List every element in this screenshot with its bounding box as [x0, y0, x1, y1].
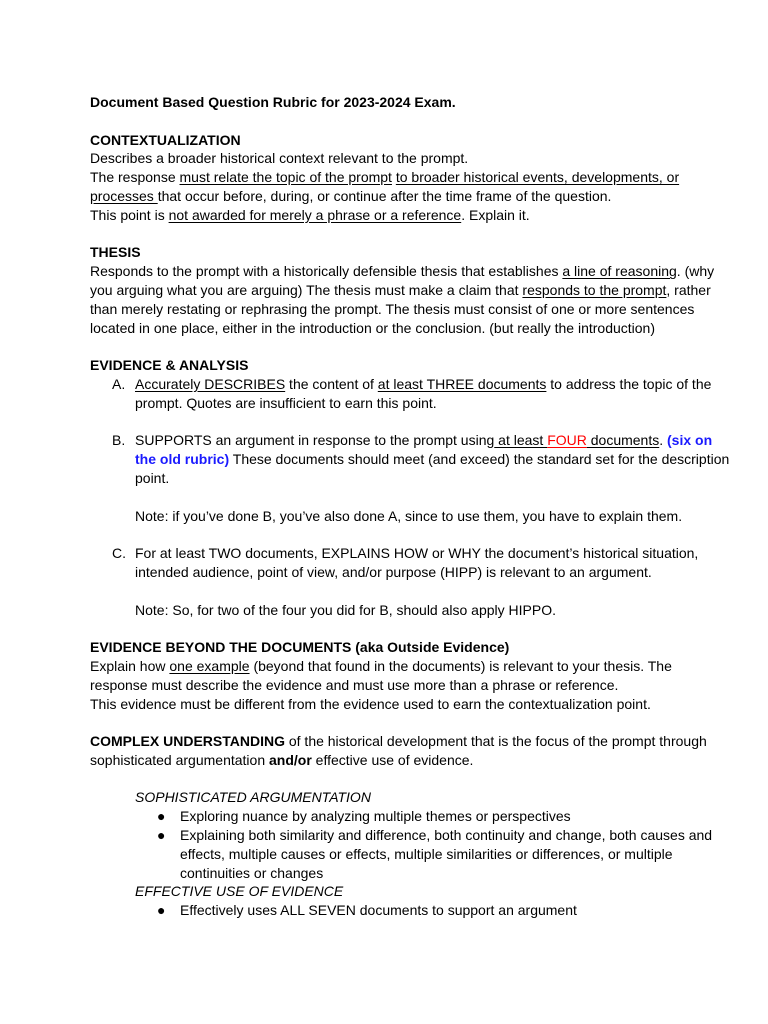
- paragraph: [90, 206, 730, 225]
- spacer: [90, 770, 730, 789]
- spacer: [90, 337, 730, 356]
- underlined-text: responds to the prompt: [522, 281, 667, 298]
- section-evidence-analysis: [90, 356, 730, 619]
- text-run: that occur before, during, or continue after the time frame of the question.: [157, 187, 612, 204]
- text-run: , rather than merely restating or rephrasing the prompt. The thesis must consist of one or more sentences located in one place, either in the introduction or the conclusion. (but really the introduction): [90, 281, 711, 336]
- section-outside-evidence: [90, 638, 730, 713]
- section-heading: THESIS: [90, 244, 141, 261]
- text-run: to address the topic of the prompt. Quotes are insufficient to earn this point.: [135, 375, 712, 411]
- text-run: Explain how: [90, 657, 170, 674]
- paragraph: This evidence must be different from the evidence used to earn the contextualization point.: [90, 695, 651, 712]
- list-item-b: [90, 431, 730, 525]
- bullet-text: Explaining both similarity and difference, both continuity and change, both causes and effects, multiple causes or effects, multiple similarities or differences, or multiple continuities or changes: [180, 827, 713, 881]
- bullet-icon: ●: [157, 827, 166, 844]
- underlined-text: a line of reasoning: [562, 263, 677, 280]
- list-marker: C.: [112, 545, 126, 562]
- spacer: [90, 619, 730, 638]
- underlined-text: at least THREE documents: [377, 375, 547, 392]
- spacer: [90, 525, 730, 544]
- list-item-c: [90, 544, 730, 619]
- section-heading: EVIDENCE BEYOND THE DOCUMENTS (aka Outside Evidence): [90, 639, 510, 656]
- text-run: . (why you arguing what you are arguing) The thesis must make a claim that: [90, 263, 715, 298]
- text-run: of the historical development that is the focus of the prompt through sophisticated argumentation: [90, 733, 707, 768]
- text-run: The response: [90, 169, 180, 186]
- section-thesis: [90, 243, 730, 337]
- section-heading: COMPLEX UNDERSTANDING: [90, 733, 285, 750]
- bullet-item: [90, 826, 730, 882]
- paragraph: [135, 375, 730, 413]
- bold-text: and/or: [269, 751, 312, 768]
- paragraph: [135, 431, 730, 487]
- bullet-item: [90, 901, 730, 920]
- text-run: These documents should meet (and exceed) the standard set for the description point.: [135, 451, 730, 486]
- bullet-text: Effectively uses ALL SEVEN documents to support an argument: [180, 902, 577, 919]
- list-marker: A.: [112, 375, 126, 392]
- document-page: [90, 93, 730, 920]
- underlined-text: to broader historical events, developments, or processes: [90, 169, 680, 204]
- note: Note: if you’ve done B, you’ve also done A, since to use them, you have to explain them.: [135, 507, 683, 524]
- section-heading: CONTEXTUALIZATION: [90, 131, 241, 148]
- underlined-text: not awarded for merely a phrase or a reference: [168, 206, 462, 223]
- paragraph: For at least TWO documents, EXPLAINS HOW or WHY the document’s historical situation, intended audience, point of view, and/or purpose (HIPP) is relevant to an argument.: [135, 545, 699, 580]
- section-complex-understanding: [90, 732, 730, 920]
- text-run: effective use of evidence.: [311, 751, 474, 768]
- spacer: [90, 112, 730, 131]
- subsection-heading: SOPHISTICATED ARGUMENTATION: [135, 789, 371, 806]
- paragraph: [90, 262, 730, 337]
- bullet-item: [90, 807, 730, 826]
- underlined-text: one example: [169, 657, 250, 674]
- spacer: [135, 488, 730, 507]
- paragraph: [90, 732, 730, 770]
- underlined-text: Accurately DESCRIBES: [135, 375, 286, 392]
- paragraph: [90, 168, 730, 206]
- text-run: This point is: [90, 206, 169, 223]
- underlined-text: at least: [494, 432, 548, 449]
- underlined-text: documents: [586, 432, 660, 449]
- list-item-a: [90, 375, 730, 413]
- spacer: [90, 225, 730, 244]
- blue-bold-text: (six on the old rubric): [135, 432, 713, 468]
- note: Note: So, for two of the four you did for B, should also apply HIPPO.: [135, 601, 556, 618]
- spacer: [135, 582, 730, 601]
- document-title: Document Based Question Rubric for 2023-2024 Exam.: [90, 94, 456, 110]
- list-marker: B.: [112, 432, 126, 449]
- paragraph: [90, 657, 730, 695]
- section-contextualization: [90, 131, 730, 225]
- bullet-text: Exploring nuance by analyzing multiple themes or perspectives: [180, 808, 571, 825]
- text-run: (beyond that found in the documents) is relevant to your thesis. The response must describe the evidence and must use more than a phrase or reference.: [90, 657, 672, 693]
- underlined-text: must relate the topic of the prompt: [179, 169, 392, 186]
- text-run: the content of: [285, 375, 378, 392]
- section-heading: EVIDENCE & ANALYSIS: [90, 357, 249, 374]
- text-run: . Explain it.: [461, 206, 530, 223]
- paragraph: Describes a broader historical context relevant to the prompt.: [90, 150, 469, 167]
- spacer: [90, 413, 730, 432]
- text-run: SUPPORTS an argument in response to the prompt using: [135, 432, 495, 449]
- subsection-heading: EFFECTIVE USE OF EVIDENCE: [135, 883, 344, 900]
- bullet-icon: ●: [157, 808, 166, 825]
- bullet-icon: ●: [157, 902, 166, 919]
- red-underlined-text: FOUR: [547, 432, 587, 449]
- text-run: Responds to the prompt with a historically defensible thesis that establishes: [90, 263, 563, 280]
- spacer: [90, 713, 730, 732]
- text-run: .: [659, 432, 668, 449]
